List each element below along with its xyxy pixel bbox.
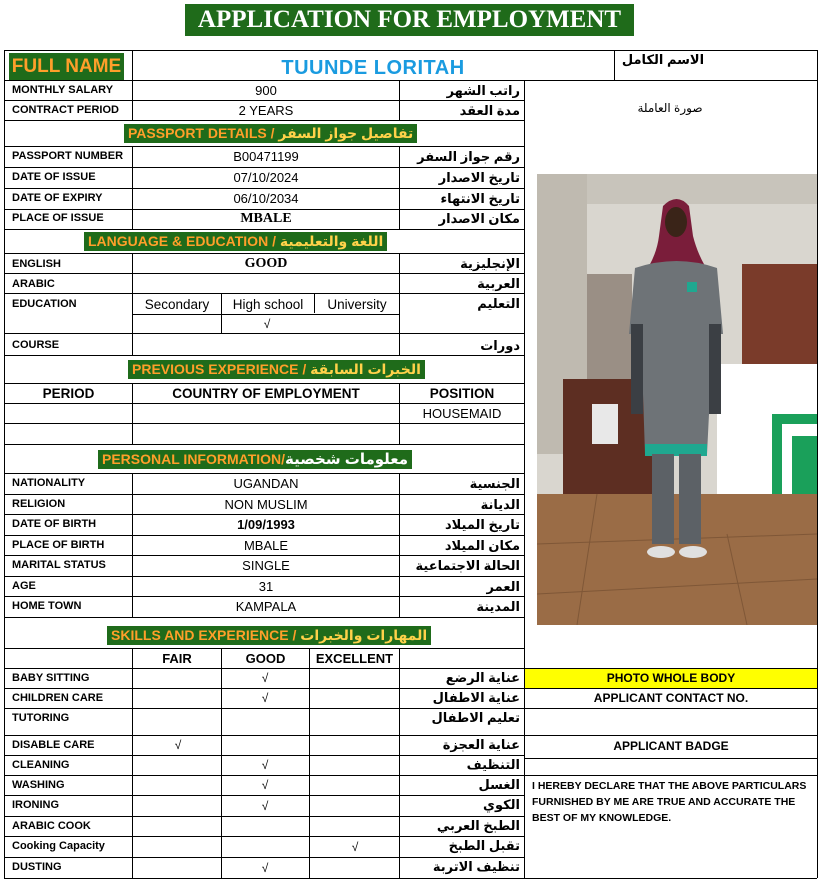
grid-line <box>399 576 400 597</box>
age-value: 31 <box>258 578 274 594</box>
date-of-birth-value: 1/09/1993 <box>237 517 295 532</box>
grid-line <box>4 735 524 736</box>
applicant-contact-label: APPLICANT CONTACT NO. <box>593 691 749 705</box>
grid-line <box>314 293 315 313</box>
marital-status-label: MARITAL STATUS <box>12 559 106 571</box>
grid-line <box>4 775 524 776</box>
grid-line <box>4 209 524 210</box>
col-excellent: EXCELLENT <box>315 651 394 666</box>
grid-line <box>4 293 524 294</box>
grid-line <box>4 668 524 669</box>
skills-heading <box>107 626 431 645</box>
grid-line <box>4 273 524 274</box>
monthly-salary-value: 900 <box>255 83 277 98</box>
grid-line <box>399 100 400 120</box>
grid-line <box>399 473 400 494</box>
grid-line <box>4 617 524 618</box>
place-of-birth-label: PLACE OF BIRTH <box>12 538 105 551</box>
date-of-expiry-value: 06/10/2034 <box>233 191 299 206</box>
place-of-issue-value: MBALE <box>240 211 292 226</box>
grid-line <box>524 775 817 776</box>
course-ar: دورات <box>480 338 520 353</box>
grid-line <box>399 514 400 535</box>
grid-line <box>4 188 524 189</box>
date-of-expiry-ar: تاريخ الانتهاء <box>440 191 520 206</box>
contract-period-ar: مدة العقد <box>459 103 520 118</box>
grid-line <box>399 383 400 444</box>
skill-label-9: DUSTING <box>12 861 62 873</box>
grid-line <box>4 423 524 424</box>
grid-line <box>4 333 524 334</box>
marital-status-ar: الحالة الاجتماعية <box>415 558 520 573</box>
grid-line <box>4 708 524 709</box>
grid-line <box>221 648 222 878</box>
skills-heading-ar: المهارات والخبرات <box>300 627 428 643</box>
grid-line <box>399 333 400 355</box>
skill-check-8: √ <box>351 839 359 854</box>
place-of-birth-ar: مكان الميلاد <box>444 537 520 553</box>
grid-line <box>132 273 133 293</box>
language-heading-text: LANGUAGE & EDUCATION / <box>88 233 280 249</box>
arabic-ar: العربية <box>477 276 520 291</box>
grid-line <box>132 473 133 494</box>
full-name-ar: الاسم الكامل <box>621 52 705 67</box>
passport-number-ar: رقم جواز السفر <box>417 149 520 164</box>
place-of-issue-ar: مكان الاصدار <box>438 211 520 226</box>
skill-label-2: TUTORING <box>12 712 70 724</box>
passport-number-label: PASSPORT NUMBER <box>12 150 124 162</box>
grid-line <box>132 80 133 100</box>
skill-ar-8: تقبل الطبخ <box>448 838 520 853</box>
grid-line <box>399 293 400 333</box>
religion-ar: الديانة <box>480 496 520 512</box>
skill-ar-7: الطبخ العربي <box>436 818 520 833</box>
date-of-issue-value: 07/10/2024 <box>233 170 299 185</box>
skill-label-4: CLEANING <box>12 759 70 771</box>
title-banner: APPLICATION FOR EMPLOYMENT <box>185 4 634 36</box>
education-ar: التعليم <box>477 296 520 311</box>
grid-line <box>4 100 524 101</box>
applicant-photo <box>537 174 817 625</box>
full-name-value: TUUNDE LORITAH <box>281 57 465 79</box>
col-period: PERIOD <box>42 386 95 401</box>
english-label: ENGLISH <box>12 258 61 270</box>
grid-line <box>132 514 133 535</box>
skill-ar-6: الكوي <box>483 797 520 812</box>
grid-line <box>132 188 133 209</box>
grid-line <box>4 514 524 515</box>
religion-label: RELIGION <box>12 497 66 510</box>
arabic-label: ARABIC <box>12 278 55 290</box>
skill-label-1: CHILDREN CARE <box>12 692 104 704</box>
grid-line <box>4 857 524 858</box>
passport-heading-text: PASSPORT DETAILS / <box>128 125 279 141</box>
grid-line <box>817 50 818 878</box>
grid-line <box>132 314 399 315</box>
marital-status-value: SINGLE <box>242 558 290 573</box>
grid-line <box>132 100 133 120</box>
grid-line <box>399 208 400 229</box>
grid-line <box>4 167 524 168</box>
grid-line <box>399 167 400 188</box>
skill-ar-0: عناية الرضع <box>445 670 520 685</box>
grid-line <box>4 383 524 384</box>
skill-check-4: √ <box>261 758 269 772</box>
skill-label-7: ARABIC COOK <box>12 820 91 832</box>
grid-line <box>132 253 133 273</box>
skill-check-3: √ <box>174 738 182 752</box>
grid-line <box>399 188 400 209</box>
nationality-value: UGANDAN <box>233 476 299 491</box>
col-position: POSITION <box>429 386 495 401</box>
grid-line <box>399 596 400 617</box>
grid-line <box>4 50 817 51</box>
skill-ar-9: تنظيف الاتربة <box>432 859 520 874</box>
monthly-salary-label: MONTHLY SALARY <box>12 84 114 96</box>
age-label: AGE <box>12 579 36 592</box>
grid-line <box>524 708 817 709</box>
grid-line <box>4 120 524 121</box>
nationality-label: NATIONALITY <box>12 477 86 489</box>
skill-ar-1: عناية الاطفال <box>432 690 520 705</box>
passport-heading-ar: تفاصيل جواز السفر <box>278 125 414 141</box>
skill-label-8: Cooking Capacity <box>12 840 105 852</box>
education-option-1: High school <box>232 297 304 312</box>
grid-line <box>399 535 400 556</box>
date-of-issue-label: DATE OF ISSUE <box>12 171 96 183</box>
grid-line <box>399 555 400 576</box>
grid-line <box>4 688 524 689</box>
skill-label-6: IRONING <box>12 799 60 811</box>
grid-line <box>132 146 133 167</box>
grid-line <box>4 576 524 577</box>
passport-number-value: B00471199 <box>233 149 299 164</box>
date-of-expiry-label: DATE OF EXPIRY <box>12 192 103 204</box>
education-check: √ <box>263 317 271 331</box>
grid-line <box>4 355 524 356</box>
passport-heading <box>124 124 417 143</box>
grid-line <box>4 50 5 878</box>
grid-line <box>399 80 400 100</box>
grid-line <box>4 596 524 597</box>
grid-line <box>4 878 817 879</box>
home-town-ar: المدينة <box>476 599 520 614</box>
grid-line <box>132 494 133 515</box>
grid-line <box>4 816 524 817</box>
skill-check-0: √ <box>261 671 269 685</box>
place-of-issue-label: PLACE OF ISSUE <box>12 212 104 224</box>
skill-label-5: WASHING <box>12 779 65 791</box>
date-of-issue-ar: تاريخ الاصدار <box>438 170 520 185</box>
col-good: GOOD <box>245 651 286 666</box>
grid-line <box>4 494 524 495</box>
monthly-salary-ar: راتب الشهر <box>446 83 520 98</box>
grid-line <box>132 596 133 617</box>
grid-line <box>132 208 133 229</box>
home-town-label: HOME TOWN <box>12 600 82 612</box>
grid-line <box>132 167 133 188</box>
skill-check-9: √ <box>261 860 269 875</box>
grid-line <box>4 648 524 649</box>
personal-heading-ar: معلومات شخصية <box>285 451 409 468</box>
grid-line <box>4 795 524 796</box>
grid-line <box>614 50 615 80</box>
skill-check-1: √ <box>261 691 269 705</box>
grid-line <box>309 648 310 878</box>
grid-line <box>4 836 524 837</box>
grid-line <box>399 273 400 293</box>
full-name-label: FULL NAME <box>9 53 124 80</box>
skill-label-0: BABY SITTING <box>12 672 90 684</box>
photo-whole-body-label: PHOTO WHOLE BODY <box>525 669 817 688</box>
applicant-badge-label: APPLICANT BADGE <box>613 739 729 753</box>
education-option-2: University <box>327 297 387 312</box>
age-ar: العمر <box>486 578 520 594</box>
skill-ar-4: التنظيف <box>466 757 520 772</box>
grid-line <box>132 333 133 355</box>
personal-heading-text: PERSONAL INFORMATION/ <box>102 451 286 467</box>
grid-line <box>4 473 524 474</box>
grid-line <box>221 293 222 333</box>
skills-heading-text: SKILLS AND EXPERIENCE / <box>111 627 301 643</box>
photo-label-ar: صورة العاملة <box>637 101 703 115</box>
grid-line <box>399 146 400 167</box>
grid-line <box>132 555 133 576</box>
grid-line <box>132 293 133 333</box>
personal-heading <box>98 450 412 469</box>
date-of-birth-label: DATE OF BIRTH <box>12 518 97 530</box>
col-fair: FAIR <box>162 651 192 666</box>
grid-line <box>399 648 400 878</box>
grid-line <box>4 755 524 756</box>
grid-line <box>524 758 817 759</box>
education-option-0: Secondary <box>144 297 210 312</box>
grid-line <box>399 494 400 515</box>
experience-heading <box>128 360 425 379</box>
skill-label-3: DISABLE CARE <box>12 739 95 751</box>
religion-value: NON MUSLIM <box>224 496 308 512</box>
grid-line <box>399 253 400 273</box>
contract-period-label: CONTRACT PERIOD <box>12 104 119 116</box>
grid-line <box>4 535 524 536</box>
grid-line <box>4 403 524 404</box>
row1-position: HOUSEMAID <box>422 406 502 421</box>
education-label: EDUCATION <box>12 298 77 310</box>
home-town-value: KAMPALA <box>235 599 297 614</box>
grid-line <box>4 229 524 230</box>
course-label: COURSE <box>12 339 60 351</box>
contract-period-value: 2 YEARS <box>238 103 294 118</box>
grid-line <box>4 146 524 147</box>
declaration-text: I HEREBY DECLARE THAT THE ABOVE PARTICULARS FURNISHED BY ME ARE TRUE AND ACCURATE THE BEST OF MY KNOWLEDGE. <box>532 780 807 824</box>
skill-ar-3: عناية العجزة <box>442 737 520 752</box>
col-country: COUNTRY OF EMPLOYMENT <box>172 386 360 401</box>
grid-line <box>132 50 133 80</box>
grid-line <box>524 688 817 689</box>
skill-check-6: √ <box>261 798 269 813</box>
language-heading-ar: اللغة والتعليمية <box>279 233 384 249</box>
nationality-ar: الجنسية <box>469 476 520 491</box>
grid-line <box>4 80 817 81</box>
grid-line <box>4 555 524 556</box>
grid-line <box>132 383 133 444</box>
language-heading <box>84 232 387 251</box>
grid-line <box>4 444 524 445</box>
date-of-birth-ar: تاريخ الميلاد <box>444 517 520 532</box>
experience-heading-text: PREVIOUS EXPERIENCE / <box>132 361 311 377</box>
english-value: GOOD <box>244 256 288 271</box>
grid-line <box>4 253 524 254</box>
skill-ar-5: الغسل <box>478 777 520 792</box>
skill-check-5: √ <box>261 778 269 792</box>
experience-heading-ar: الخبرات السابقة <box>310 361 421 377</box>
grid-line <box>524 735 817 736</box>
place-of-birth-value: MBALE <box>243 537 289 553</box>
grid-line <box>132 648 133 878</box>
grid-line <box>132 576 133 597</box>
english-ar: الإنجليزية <box>460 256 520 271</box>
grid-line <box>132 535 133 556</box>
skill-ar-2: تعليم الاطفال <box>431 710 520 725</box>
